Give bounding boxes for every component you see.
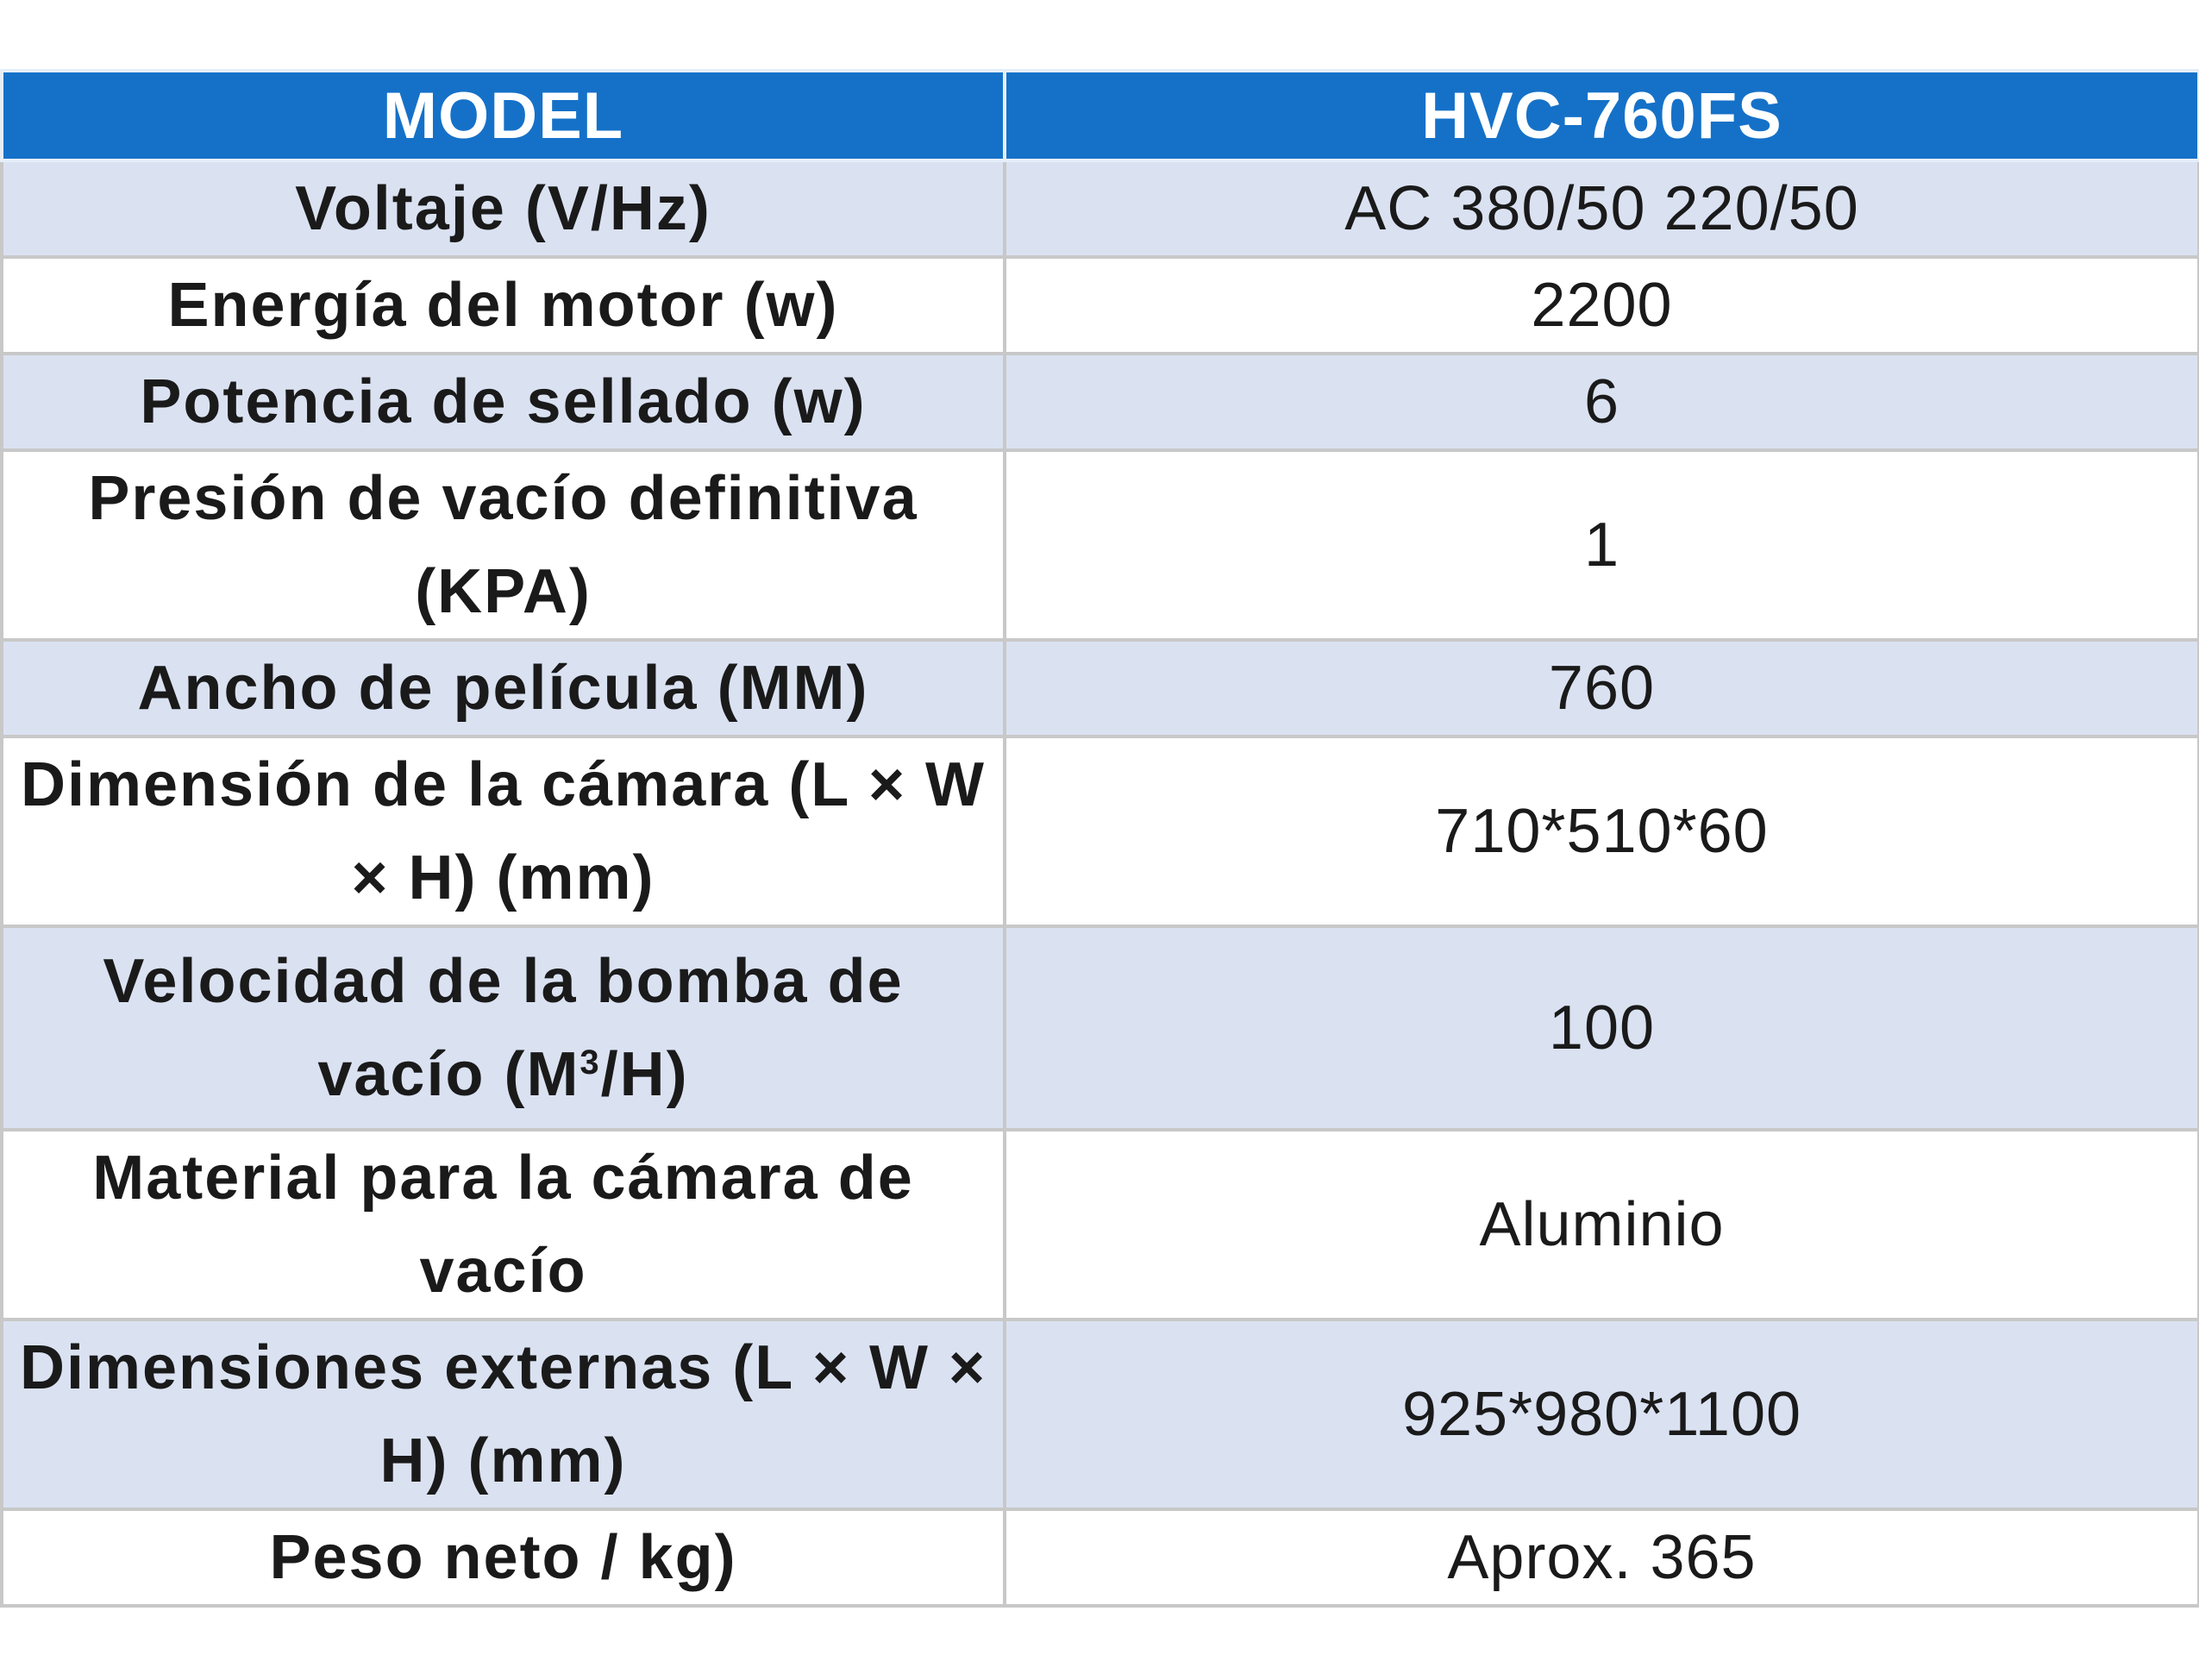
table-row xyxy=(2,450,2199,640)
spec-label: Peso neto / kg) xyxy=(2,1509,1005,1606)
spec-label: Energía del motor (w) xyxy=(2,257,1005,354)
table-row xyxy=(2,1130,2199,1320)
table-row xyxy=(2,354,2199,450)
table-row xyxy=(2,257,2199,354)
spec-value: 925*980*1100 xyxy=(1005,1320,2199,1509)
spec-value: 6 xyxy=(1005,354,2199,450)
spec-label: Material para la cámara de vacío xyxy=(2,1130,1005,1320)
table-row xyxy=(2,160,2199,257)
spec-label: Potencia de sellado (w) xyxy=(2,354,1005,450)
table-row xyxy=(2,1509,2199,1606)
spec-value: 1 xyxy=(1005,450,2199,640)
spec-label: Dimensiones externas (L × W × H) (mm) xyxy=(2,1320,1005,1509)
spec-label xyxy=(2,926,1005,1130)
table-row xyxy=(2,640,2199,737)
header-model-value: HVC-760FS xyxy=(1005,71,2199,160)
header-model-label: MODEL xyxy=(2,71,1005,160)
spec-label-suffix: /H) xyxy=(600,1040,689,1109)
spec-table xyxy=(0,69,2199,1608)
table-row xyxy=(2,926,2199,1130)
table-row xyxy=(2,1320,2199,1509)
spec-label: Ancho de película (MM) xyxy=(2,640,1005,737)
spec-label: Voltaje (V/Hz) xyxy=(2,160,1005,257)
table-row xyxy=(2,737,2199,926)
spec-value: 2200 xyxy=(1005,257,2199,354)
table-header-row xyxy=(2,71,2199,160)
spec-value: 710*510*60 xyxy=(1005,737,2199,926)
spec-value: AC 380/50 220/50 xyxy=(1005,160,2199,257)
spec-label-prefix: Velocidad de la bomba de vacío (M xyxy=(103,947,904,1109)
spec-label: Presión de vacío definitiva (KPA) xyxy=(2,450,1005,640)
spec-label: Dimensión de la cámara (L × W × H) (mm) xyxy=(2,737,1005,926)
spec-label-superscript: 3 xyxy=(580,1044,601,1081)
spec-value: 100 xyxy=(1005,926,2199,1130)
spec-value: Aluminio xyxy=(1005,1130,2199,1320)
spec-value: 760 xyxy=(1005,640,2199,737)
spec-value: Aprox. 365 xyxy=(1005,1509,2199,1606)
